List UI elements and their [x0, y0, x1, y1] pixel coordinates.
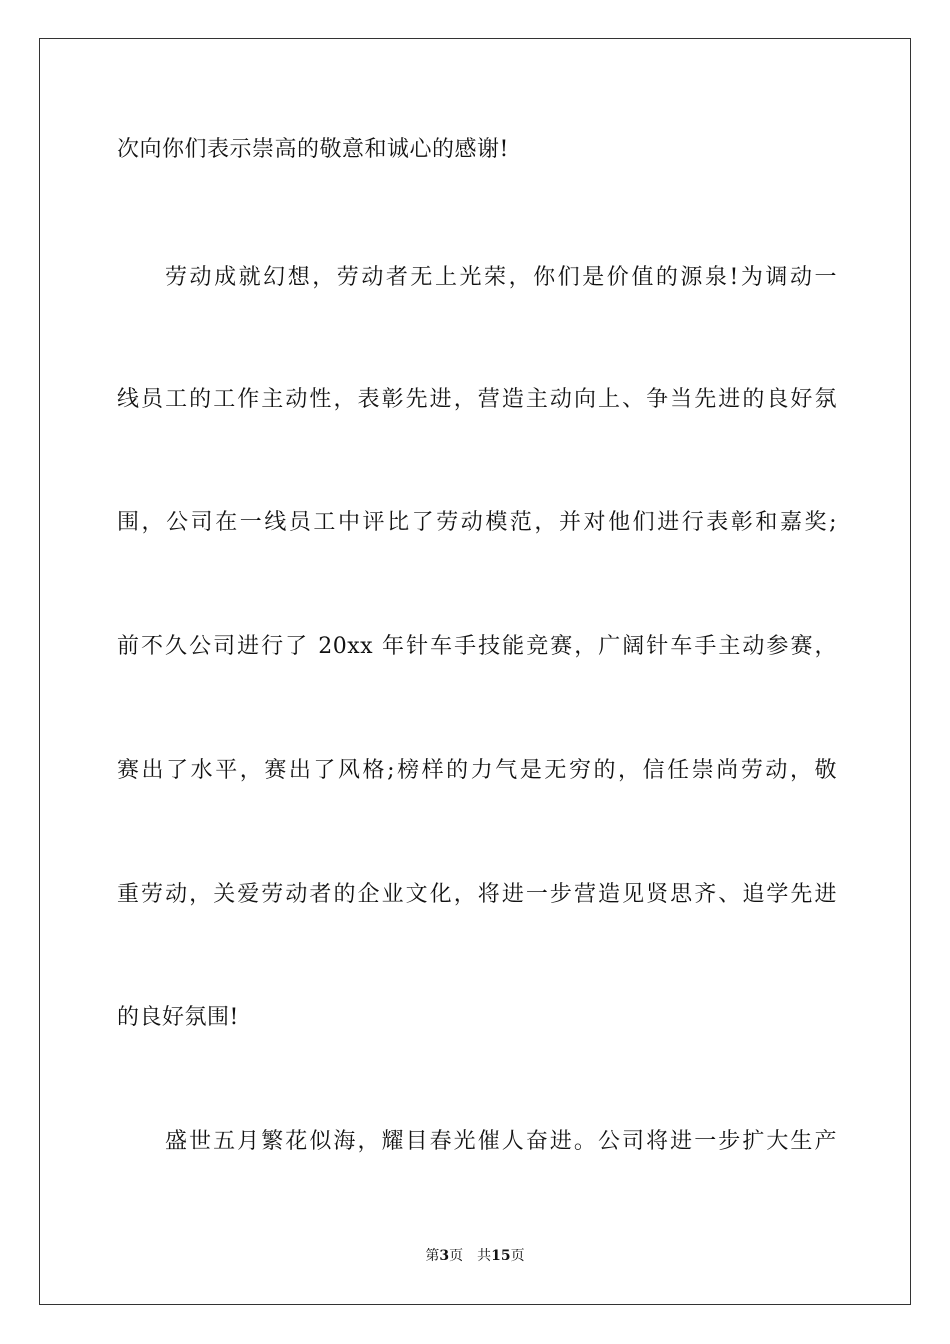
total-pages: 15 — [491, 1248, 511, 1264]
total-prefix: 共 — [477, 1248, 492, 1264]
page-border — [39, 38, 911, 1305]
total-suffix: 页 — [510, 1248, 525, 1264]
text-line-9: 盛世五月繁花似海，耀目春光催人奋进。公司将进一步扩大生产 — [165, 1129, 837, 1154]
text-line-6: 赛出了水平，赛出了风格;榜样的力气是无穷的，信任崇尚劳动，敬 — [117, 758, 837, 783]
text-line-2: 劳动成就幻想，劳动者无上光荣，你们是价值的源泉!为调动一 — [165, 265, 837, 290]
page-number: 3 — [439, 1248, 450, 1264]
text-line-3: 线员工的工作主动性，表彰先进，营造主动向上、争当先进的良好氛 — [117, 387, 837, 412]
text-line-7: 重劳动，关爱劳动者的企业文化，将进一步营造见贤思齐、追学先进 — [117, 882, 837, 907]
page-prefix: 第 — [425, 1248, 440, 1264]
page-footer — [0, 1247, 950, 1265]
text-line-4: 围，公司在一线员工中评比了劳动模范，并对他们进行表彰和嘉奖; — [117, 510, 837, 535]
text-line-5: 前不久公司进行了 20xx 年针车手技能竞赛，广阔针车手主动参赛， — [117, 634, 837, 659]
page-suffix: 页 — [449, 1248, 464, 1264]
text-line-8: 的良好氛围! — [117, 1005, 239, 1030]
text-line-1: 次向你们表示崇高的敬意和诚心的感谢! — [117, 137, 509, 162]
